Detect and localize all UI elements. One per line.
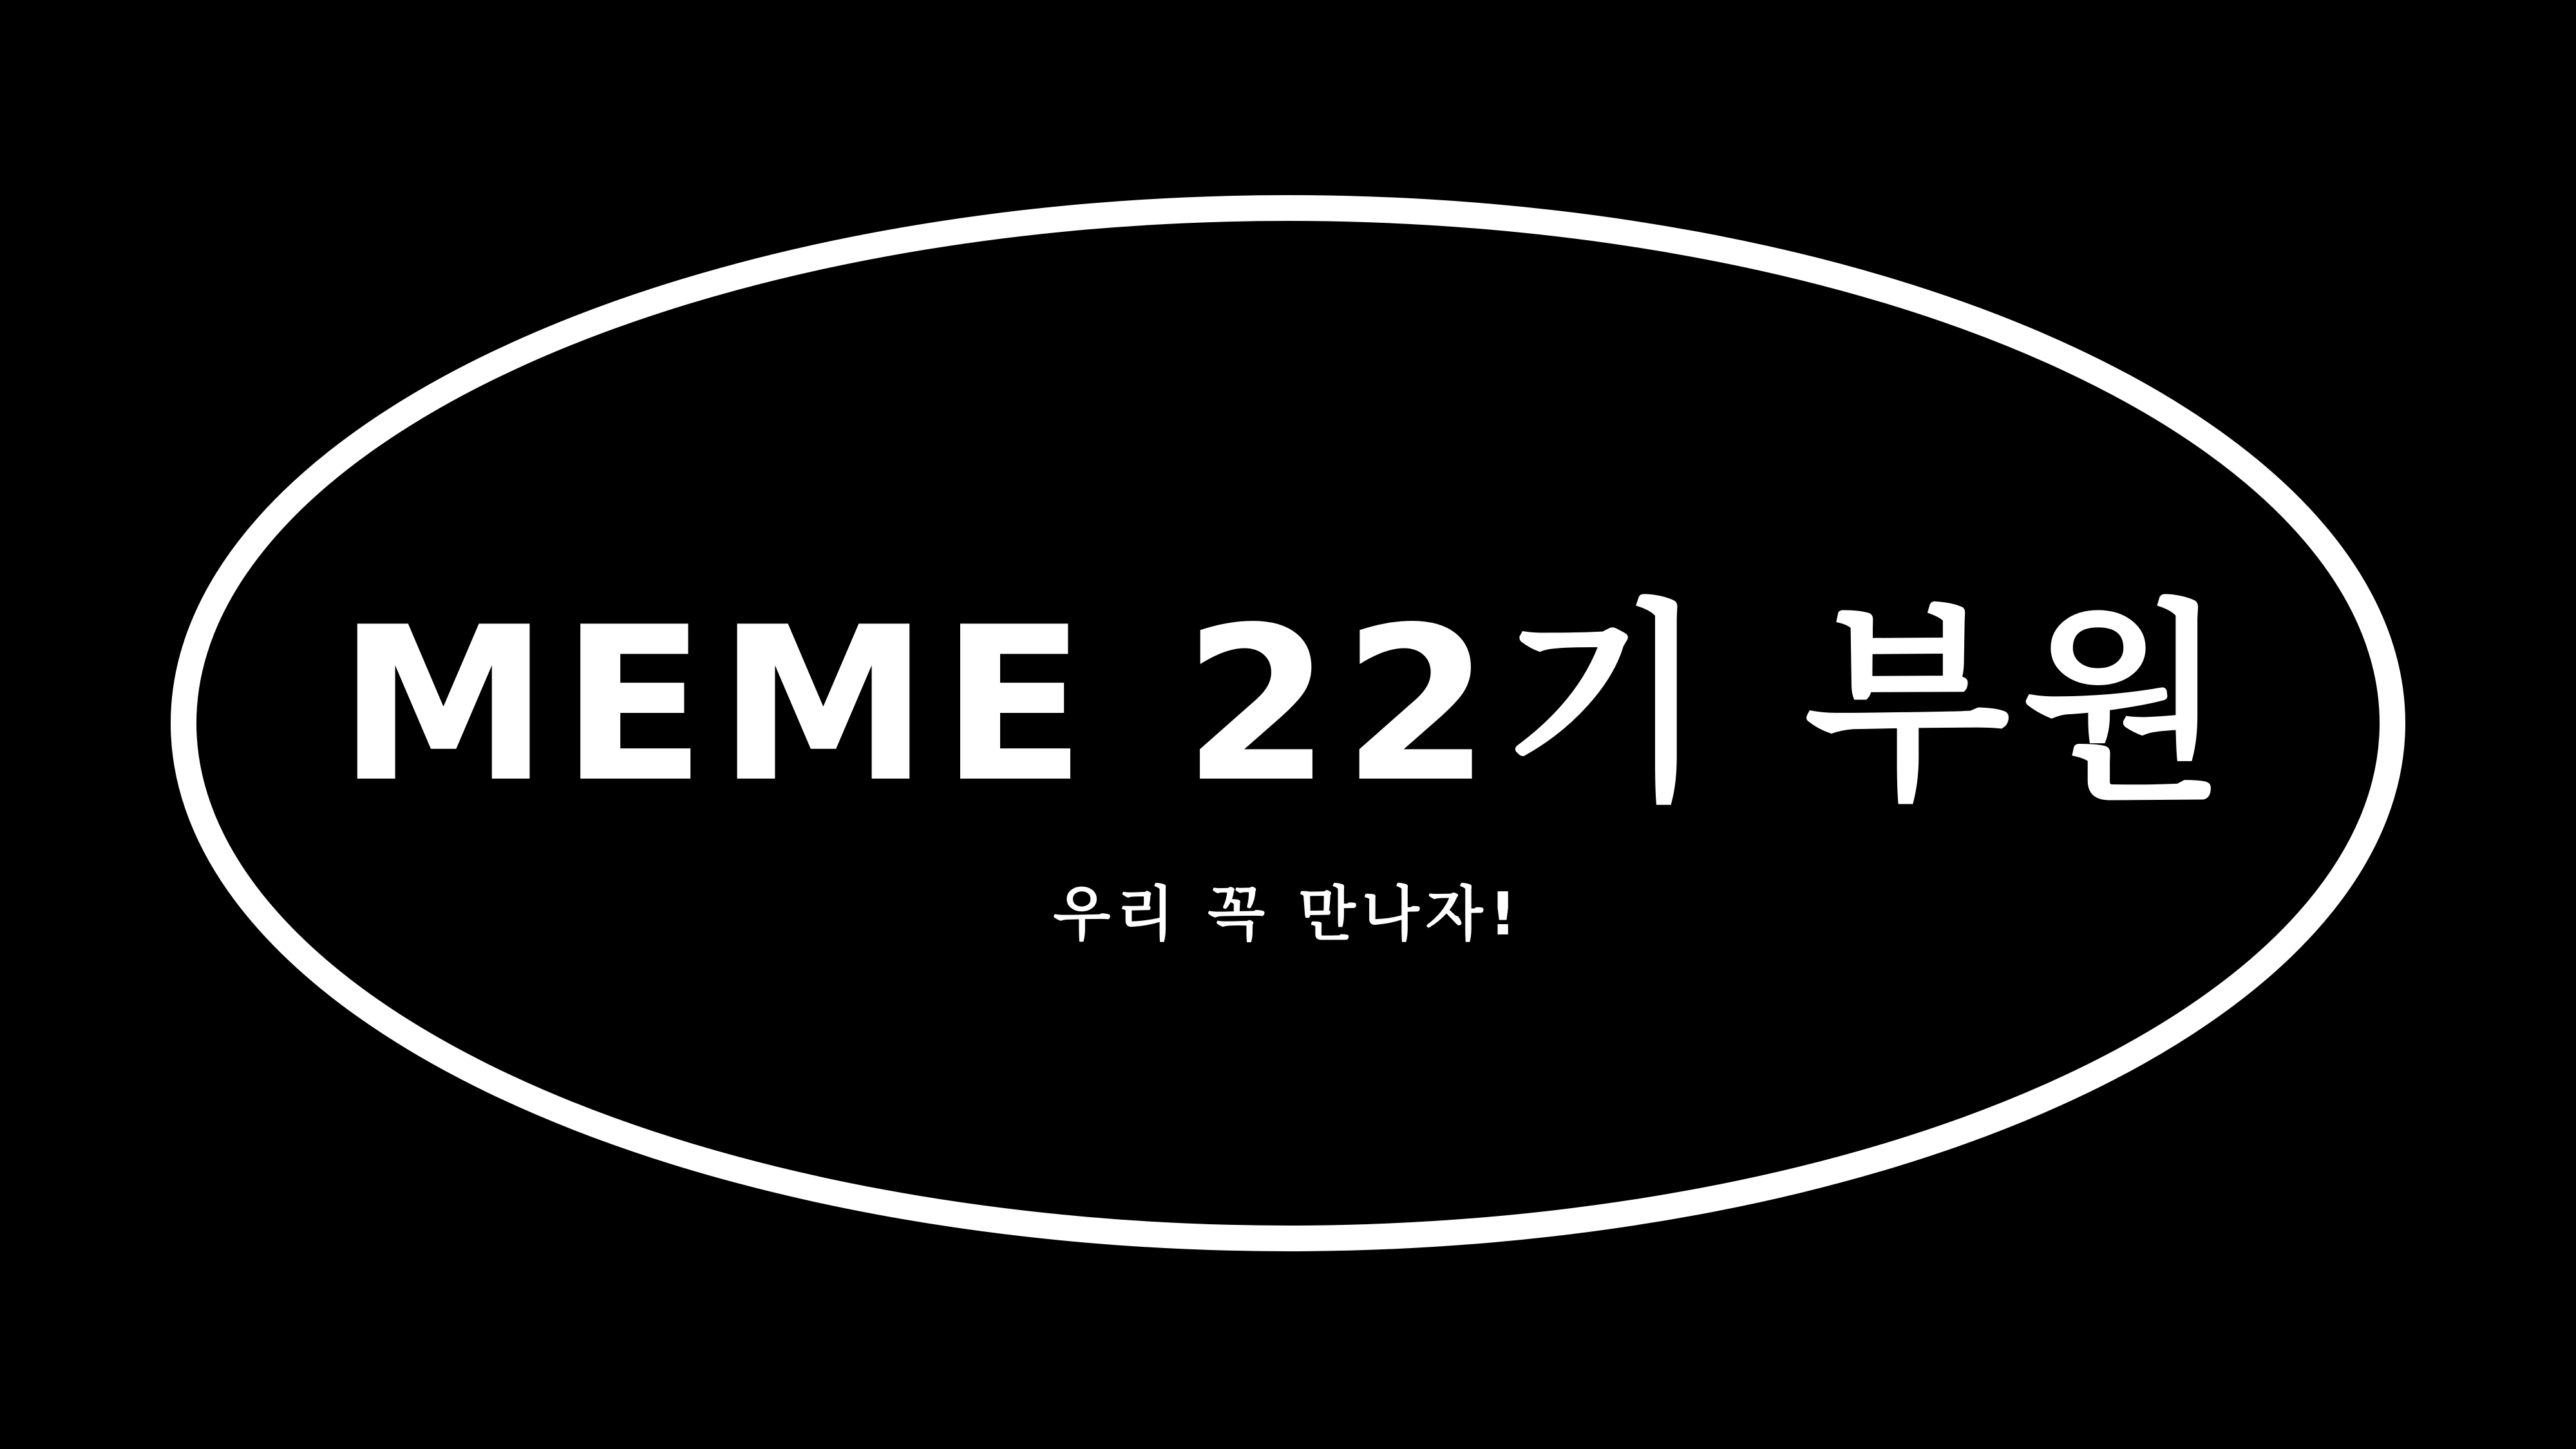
poster-title: MEME 22기 부원 bbox=[337, 582, 2239, 829]
poster-subtitle: 우리 꼭 만나자! bbox=[1053, 880, 1523, 949]
